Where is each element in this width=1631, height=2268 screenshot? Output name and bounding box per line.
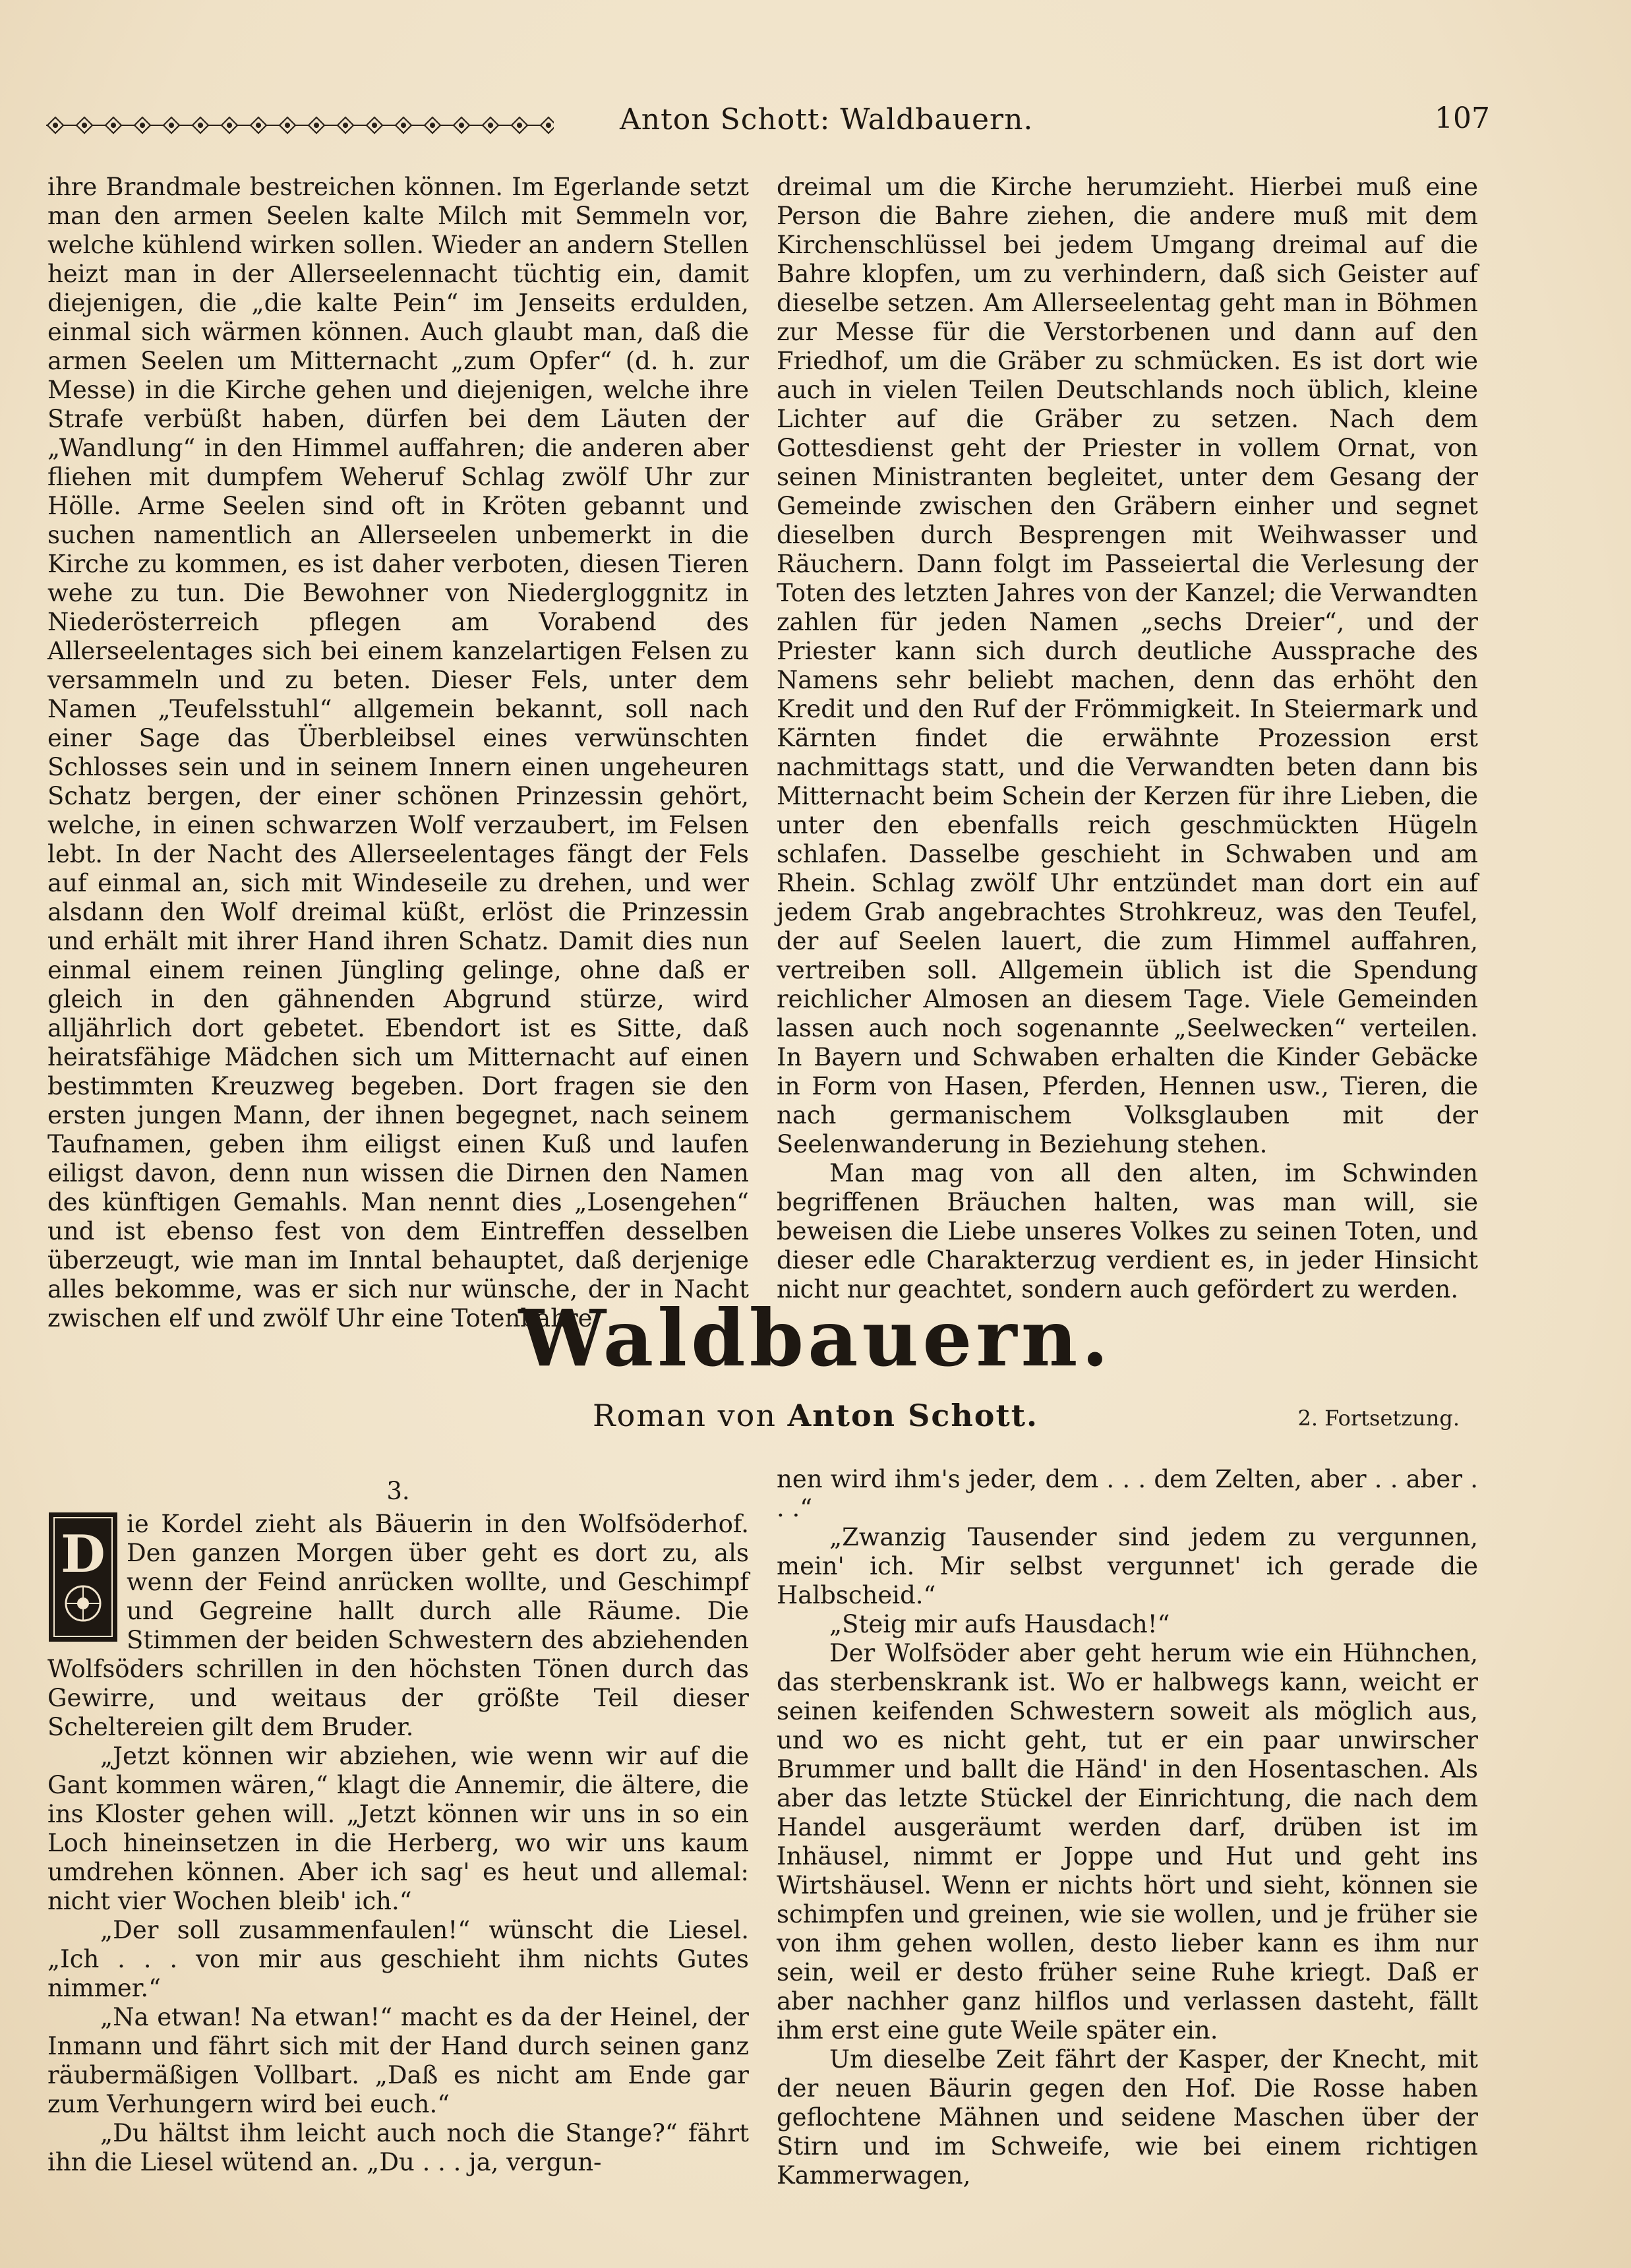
article-column-right xyxy=(777,173,1478,1304)
paragraph: Um dieselbe Zeit fährt der Kasper, der Knecht, mit der neuen Bäurin gegen den Hof. Die Rosse haben geflochtene Mähnen und seidene Maschen über der Stirn und im Schweife, wie bei einem richtigen Kammerwagen, xyxy=(777,2045,1478,2190)
paragraph: „Steig mir aufs Hausdach!“ xyxy=(829,1610,1170,1638)
paragraph: Der Wolfsöder aber geht herum wie ein Hühnchen, das sterbenskrank ist. Wo er halbwegs kann, weicht er seinen keifenden Schwestern soweit als möglich aus, und wo es nicht geht, tut er ein paar unwirscher Brummer und ballt die Händ' in den Hosentaschen. Als aber das letzte Stückel der Einrichtung, die nach dem Handel ausgeräumt werden darf, drüben ist im Inhäusel, nimmt er Joppe und Hut und geht ins Wirtshäusel. Wenn er nichts hört und sieht, können sie schimpfen und greinen, wie sie wollen, und je früher sie von ihm gehen wollen, desto lieber kann es ihm nur sein, weil er desto früher seine Ruhe kriegt. Daß er aber nachher ganz hilflos und verlassen dasteht, fällt ihm erst eine gute Weile später ein. xyxy=(777,1639,1478,2044)
chapter-number: 3. xyxy=(386,1477,410,1505)
dropcap-ornament xyxy=(47,1511,119,1643)
running-head: Anton Schott: Waldbauern. xyxy=(620,103,1034,136)
byline-prefix: Roman von xyxy=(593,1398,777,1433)
byline-author: Anton Schott. xyxy=(787,1398,1038,1433)
page-header xyxy=(46,99,1490,152)
installment-note: 2. Fortsetzung. xyxy=(1297,1406,1460,1431)
paragraph: „Zwanzig Tausender sind jedem zu vergunnen, mein' ich. Mir selbst vergunnet' ich gerade die Halbscheid.“ xyxy=(777,1523,1478,1609)
story-column-right xyxy=(777,1465,1478,2190)
story-column-left xyxy=(47,1477,749,2177)
paragraph: „Jetzt können wir abziehen, wie wenn wir auf die Gant kommen wären,“ klagt die Annemir, die ältere, die ins Kloster gehen will. „Jetzt können wir uns in so ein Loch hineinsetzen in die Herberg, wo wir uns kaum umdrehen können. Aber ich sag' es heut und allemal: nicht vier Wochen bleib' ich.“ xyxy=(47,1742,749,1915)
story-title: Waldbauern. xyxy=(518,1292,1113,1384)
paragraph: ihre Brandmale bestreichen können. Im Egerlande setzt man den armen Seelen kalte Milch mit Semmeln vor, welche kühlend wirken sollen. Wieder an andern Stellen heizt man in der Allerseelennacht tüchtig ein, damit diejenigen, die „die kalte Pein“ im Jenseits erdulden, einmal sich wärmen können. Auch glaubt man, daß die armen Seelen um Mitternacht „zum Opfer“ (d. h. zur Messe) in die Kirche gehen und diejenigen, welche ihre Strafe verbüßt haben, dürfen bei dem Läuten der „Wandlung“ in den Himmel auffahren; die anderen aber fliehen mit dumpfem Weheruf Schlag zwölf Uhr zur Hölle. Arme Seelen sind oft in Kröten gebannt und suchen namentlich an Allerseelen unbemerkt in die Kirche zu kommen, es ist daher verboten, diesen Tieren wehe zu tun. Die Bewohner von Niedergloggnitz in Niederösterreich pflegen am Vorabend des Allerseelentages sich bei einem kanzelartigen Felsen zu versammeln und zu beten. Dieser Fels, unter dem Namen „Teufelsstuhl“ allgemein bekannt, soll nach einer Sage das Überbleibsel eines verwünschten Schlosses sein und in seinem Innern einen ungeheuren Schatz bergen, der einer schönen Prinzessin gehört, welche, in einen schwarzen Wolf verzaubert, im Felsen lebt. In der Nacht des Allerseelentages fängt der Fels auf einmal an, sich mit Windeseile zu drehen, und wer alsdann den Wolf dreimal küßt, erlöst die Prinzessin und erhält mit ihrer Hand ihren Schatz. Damit dies nun einmal einem reinen Jüngling gelinge, ohne daß er gleich in den gähnenden Abgrund stürze, wird alljährlich dort gebetet. Ebendort ist es Sitte, daß heiratsfähige Mädchen sich um Mitternacht auf einen bestimmten Kreuzweg begeben. Dort fragen sie den ersten jungen Mann, der ihnen begegnet, nach seinem Taufnamen, geben ihm eiligst einen Kuß und laufen eiligst davon, denn nun wissen die Dirnen den Namen des künftigen Gemahls. Man nennt dies „Losengehen“ und ist ebenso fest von dem Eintreffen desselben überzeugt, wie man im Inntal behauptet, daß derjenige alles bekomme, was er sich nur wünsche, der in Nacht zwischen elf und zwölf Uhr eine Totenbahre xyxy=(47,173,749,1332)
paragraph: „Du hältst ihm leicht auch noch die Stange?“ fährt ihn die Liesel wütend an. „Du . . . ja, vergun- xyxy=(47,2119,749,2176)
paragraph: „Na etwan! Na etwan!“ macht es da der Heinel, der Inmann und fährt sich mit der Hand durch seinen ganz räubermäßigen Vollbart. „Daß es nicht am Ende gar zum Verhungern wird bei euch.“ xyxy=(47,2003,749,2118)
paragraph: ie Kordel zieht als Bäuerin in den Wolfsöderhof. Den ganzen Morgen über geht es dort zu, als wenn der Feind anrücken wollte, und Geschimpf und Gegreine hallt durch alle Räume. Die Stimmen der beiden Schwestern des abziehenden Wolfsöders schrillen in den höchsten Tönen durch das Gewirre, und weitaus der größte Teil dieser Scheltereien gilt dem Bruder. xyxy=(47,1510,749,1741)
paragraph: nen wird ihm's jeder, dem . . . dem Zelten, aber . . aber . . .“ xyxy=(777,1465,1478,1522)
paragraph: „Der soll zusammenfaulen!“ wünscht die Liesel. „Ich . . . von mir aus geschieht ihm nichts Gutes nimmer.“ xyxy=(47,1916,749,2002)
paragraph: Man mag von all den alten, im Schwinden begriffenen Bräuchen halten, was man will, sie beweisen die Liebe unseres Volkes zu seinen Toten, und dieser edle Charakterzug verdient es, in jeder Hinsicht nicht nur geachtet, sondern auch gefördert zu werden. xyxy=(777,1159,1478,1303)
page-number: 107 xyxy=(1435,102,1490,135)
ornament-border xyxy=(46,113,554,137)
dropcap-letter: D xyxy=(61,1524,105,1584)
paragraph: dreimal um die Kirche herumzieht. Hierbei muß eine Person die Bahre ziehen, die andere muß mit dem Kirchenschlüssel bei jedem Umgang dreimal auf die Bahre klopfen, um zu verhindern, daß sich Geister auf dieselbe setzen. Am Allerseelentag geht man in Böhmen zur Messe für die Verstorbenen und dann auf den Friedhof, um die Gräber zu schmücken. Es ist dort wie auch in vielen Teilen Deutschlands noch üblich, kleine Lichter auf die Gräber zu setzen. Nach dem Gottesdienst geht der Priester in vollem Ornat, von seinen Ministranten begleitet, unter dem Gesang der Gemeinde zwischen den Gräbern einher und segnet dieselben durch Besprengen mit Weihwasser und Räuchern. Dann folgt im Passeiertal die Verlesung der Toten des letzten Jahres von der Kanzel; die Verwandten zahlen für jeden Namen „sechs Dreier“, und der Priester kann sich durch deutliche Aussprache des Namens sehr beliebt machen, denn das erhöht den Kredit und den Ruf der Frömmigkeit. In Steiermark und Kärnten findet die erwähnte Prozession erst nachmittags statt, und die Verwandten beten dann bis Mitternacht beim Schein der Kerzen für ihre Lieben, die unter den ebenfalls reich geschmückten Hügeln schlafen. Dasselbe geschieht in Schwaben und am Rhein. Schlag zwölf Uhr entzündet man dort ein auf jedem Grab angebrachtes Strohkreuz, was den Teufel, der auf Seelen lauert, die zum Himmel auffahren, vertreiben soll. Allgemein üblich ist die Spendung reichlicher Almosen an diesem Tage. Viele Gemeinden lassen auch noch sogenannte „Seelwecken“ verteilen. In Bayern und Schwaben erhalten die Kinder Gebäcke in Form von Hasen, Pferden, Hennen usw., Tieren, die nach germanischem Volksglauben mit der Seelenwanderung in Beziehung stehen. xyxy=(777,173,1478,1158)
article-column-left xyxy=(47,173,749,1333)
